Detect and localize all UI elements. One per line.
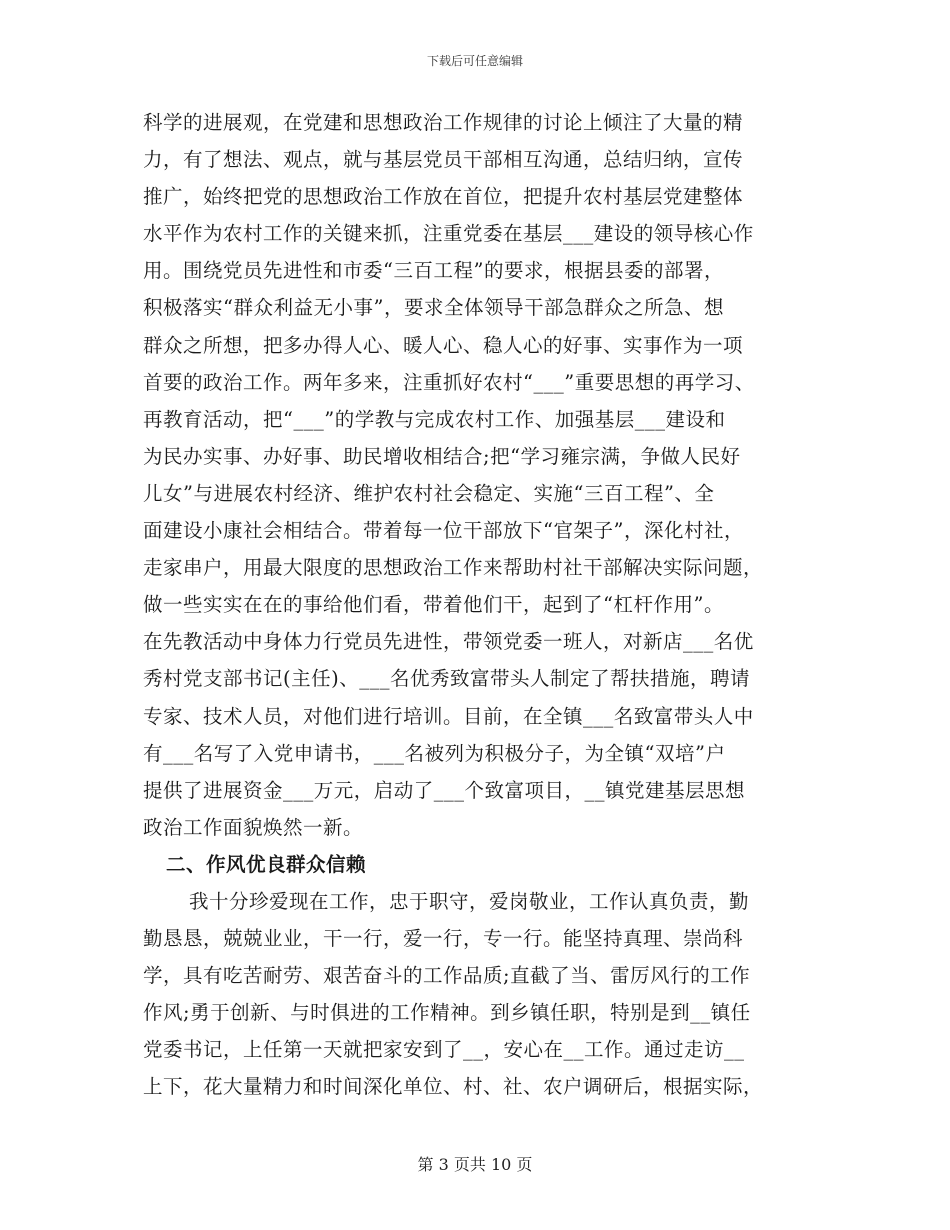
body-line: 专家、技术人员，对他们进行培训。目前，在全镇___名致富带头人中 (143, 704, 754, 728)
section-line: 我十分珍爱现在工作，忠于职守，爱岗敬业，工作认真负责，勤 (189, 889, 750, 913)
body-line: 推广，始终把党的思想政治工作放在首位，把提升农村基层党建整体 (143, 185, 744, 209)
body-line: 科学的进展观，在党建和思想政治工作规律的讨论上倾注了大量的精 (143, 111, 744, 134)
section-line: 党委书记，上任第一天就把家安到了__，安心在__工作。通过走访__ (143, 1038, 745, 1062)
section-line: 学，具有吃苦耐劳、艰苦奋斗的工作品质;直截了当、雷厉风行的工作 (143, 964, 751, 988)
section-line: 勤恳恳，兢兢业业，干一行，爱一行，专一行。能坚持真理、崇尚科 (143, 927, 744, 951)
body-line: 儿女”与进展农村经济、维护农村社会稳定、实施“三百工程”、全 (143, 481, 715, 505)
body-line: 做一些实实在在的事给他们看，带着他们干，起到了“杠杆作用”。 (143, 593, 724, 617)
body-line: 政治工作面貌焕然一新。 (143, 815, 364, 839)
section-line: 上下，花大量精力和时间深化单位、村、社、农户调研后，根据实际， (143, 1075, 764, 1099)
body-line: 走家串户，用最大限度的思想政治工作来帮助村社干部解决实际问题， (143, 556, 764, 580)
body-line: 水平作为农村工作的关键来抓，注重党委在基层___建设的领导核心作 (143, 222, 754, 246)
body-line: 力，有了想法、观点，就与基层党员干部相互沟通，总结归纳，宣传 (143, 148, 744, 172)
body-line: 有___名写了入党申请书，___名被列为积极分子，为全镇“双培”户 (143, 741, 726, 765)
body-line: 首要的政治工作。两年多来，注重抓好农村“___”重要思想的再学习、 (143, 370, 755, 394)
body-line: 群众之所想，把多办得人心、暖人心、稳人心的好事、实事作为一项 (143, 333, 744, 357)
body-line: 用。围绕党员先进性和市委“三百工程”的要求，根据县委的部署， (143, 259, 724, 283)
page-number: 第 3 页共 10 页 (417, 1155, 533, 1174)
body-line: 为民办实事、办好事、助民增收相结合;把“学习雍宗满，争做人民好 (143, 444, 741, 468)
section-line: 作风;勇于创新、与时俱进的工作精神。到乡镇任职，特别是到__镇任 (143, 1001, 751, 1025)
body-line: 秀村党支部书记(主任)、___名优秀致富带头人制定了帮扶措施，聘请 (143, 667, 750, 691)
body-line: 积极落实“群众利益无小事”，要求全体领导干部急群众之所急、想 (143, 296, 724, 320)
body-line: 在先教活动中身体力行党员先进性，带领党委一班人，对新店___名优 (143, 630, 754, 654)
body-line: 提供了进展资金___万元，启动了___个致富项目，__镇党建基层思想 (143, 778, 746, 802)
header-note: 下载后可任意编辑 (426, 54, 523, 68)
body-line: 再教育活动，把“___”的学教与完成农村工作、加强基层___建设和 (143, 407, 726, 431)
body-line: 面建设小康社会相结合。带着每一位干部放下“官架子”，深化村社， (143, 519, 744, 543)
section-heading: 二、作风优良群众信赖 (166, 852, 367, 876)
document-body (143, 104, 843, 1106)
